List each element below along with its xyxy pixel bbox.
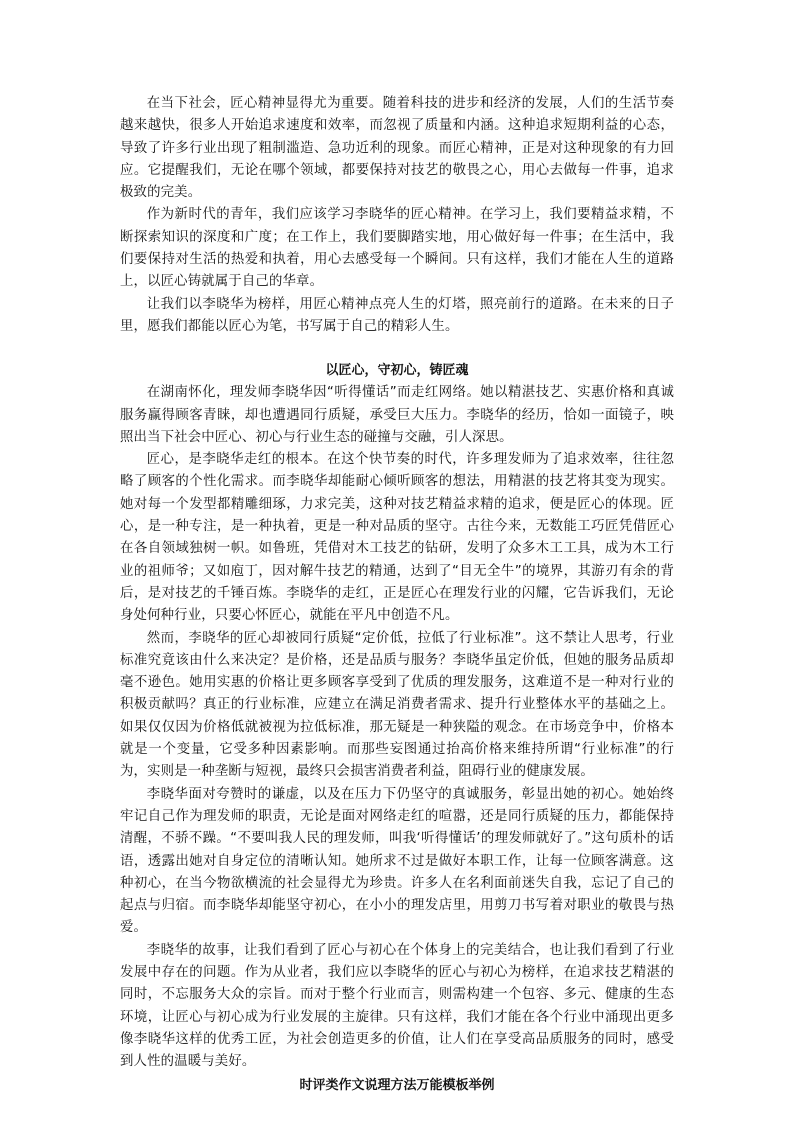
intro-paragraph-2: 作为新时代的青年，我们应该学习李晓华的匠心精神。在学习上，我们要精益求精，不断探索知识的深度和广度；在工作上，我们要脚踏实地，用心做好每一件事；在生活中，我们要保持对生活的热爱和执着，用心去感受每一个瞬间。只有这样，我们才能在人生的道路上，以匠心铸就属于自己的华章。 — [120, 207, 674, 290]
essay-paragraph-5: 李晓华的故事，让我们看到了匠心与初心在个体身上的完美结合，也让我们看到了行业发展中存在的问题。作为从业者，我们应以李晓华的匠心与初心为榜样，在追求技艺精湛的同时，不忘服务大众的宗旨。而对于整个行业而言，则需构建一个包容、多元、健康的生态环境，让匠心与初心成为行业发展的主旋律。只有这样，我们才能在各个行业中涌现出更多像李晓华这样的优秀工匠，为社会创造更多的价值，让人们在享受高品质服务的同时，感受到人性的温暖与美好。 — [120, 942, 674, 1070]
essay-paragraph-4: 李晓华面对夸赞时的谦虚，以及在压力下仍坚守的真诚服务，彰显出她的初心。她始终牢记自己作为理发师的职责，无论是面对网络走红的喧嚣，还是同行质疑的压力，都能保持清醒，不骄不躁。“不要叫我人民的理发师，叫我‘听得懂话’的理发师就好了。”这句质朴的话语，透露出她对自身定位的清晰认知。她所求不过是做好本职工作，让每一位顾客满意。这种初心，在当今物欲横流的社会显得尤为珍贵。许多人在名利面前迷失自我，忘记了自己的起点与归宿。而李晓华却能坚守初心，在小小的理发店里，用剪刀书写着对职业的敬畏与热爱。 — [120, 786, 674, 936]
section-gap — [120, 338, 674, 360]
essay-title: 以匠心，守初心，铸匠魂 — [325, 363, 469, 379]
essay-paragraph-3: 然而，李晓华的匠心却被同行质疑“定价低，拉低了行业标准”。这不禁让人思考，行业标准究竟该由什么来决定？是价格，还是品质与服务？李晓华虽定价低，但她的服务品质却毫不逊色。她用实惠的价格让更多顾客享受到了优质的理发服务，这难道不是一种对行业的积极贡献吗？真正的行业标准，应建立在满足消费者需求、提升行业整体水平的基础之上。如果仅仅因为价格低就被视为拉低标准，那无疑是一种狭隘的观念。在市场竞争中，价格本就是一个变量，它受多种因素影响。而那些妄图通过抬高价格来维持所谓“行业标准”的行为，实则是一种垄断与短视，最终只会损害消费者利益，阻碍行业的健康发展。 — [120, 630, 674, 780]
intro-paragraph-1: 在当下社会，匠心精神显得尤为重要。随着科技的进步和经济的发展，人们的生活节奏越来越快，很多人开始追求速度和效率，而忽视了质量和内涵。这种追求短期利益的心态，导致了许多行业出现了粗制滥造、急功近利的现象。而匠心精神，正是对这种现象的有力回应。它提醒我们，无论在哪个领域，都要保持对技艺的敬畏之心，用心去做每一件事，追求极致的完美。 — [120, 96, 674, 201]
intro-paragraph-3: 让我们以李晓华为榜样，用匠心精神点亮人生的灯塔，照亮前行的道路。在未来的日子里，愿我们都能以匠心为笔，书写属于自己的精彩人生。 — [120, 296, 674, 334]
essay-paragraph-2: 匠心，是李晓华走红的根本。在这个快节奏的时代，许多理发师为了追求效率，往往忽略了顾客的个性化需求。而李晓华却能耐心倾听顾客的想法，用精湛的技艺将其变为现实。她对每一个发型都精雕细琢，力求完美，这种对技艺精益求精的追求，便是匠心的体现。匠心，是一种专注，是一种执着，更是一种对品质的坚守。古往今来，无数能工巧匠凭借匠心在各自领域独树一帜。如鲁班，凭借对木工技艺的钻研，发明了众多木工工具，成为木工行业的祖师爷；又如庖丁，因对解牛技艺的精通，达到了“目无全牛”的境界，其游刃有余的背后，是对技艺的千锤百炼。李晓华的走红，正是匠心在理发行业的闪耀，它告诉我们，无论身处何种行业，只要心怀匠心，就能在平凡中创造不凡。 — [120, 452, 674, 624]
essay-paragraph-1: 在湖南怀化，理发师李晓华因“听得懂话”而走红网络。她以精湛技艺、实惠价格和真诚服务赢得顾客青睐，却也遭遇同行质疑，承受巨大压力。李晓华的经历，恰如一面镜子，映照出当下社会中匠心、初心与行业生态的碰撞与交融，引人深思。 — [120, 385, 674, 445]
document-page — [120, 93, 674, 1097]
next-section-heading: 时评类作文说理方法万能模板举例 — [299, 1078, 495, 1094]
